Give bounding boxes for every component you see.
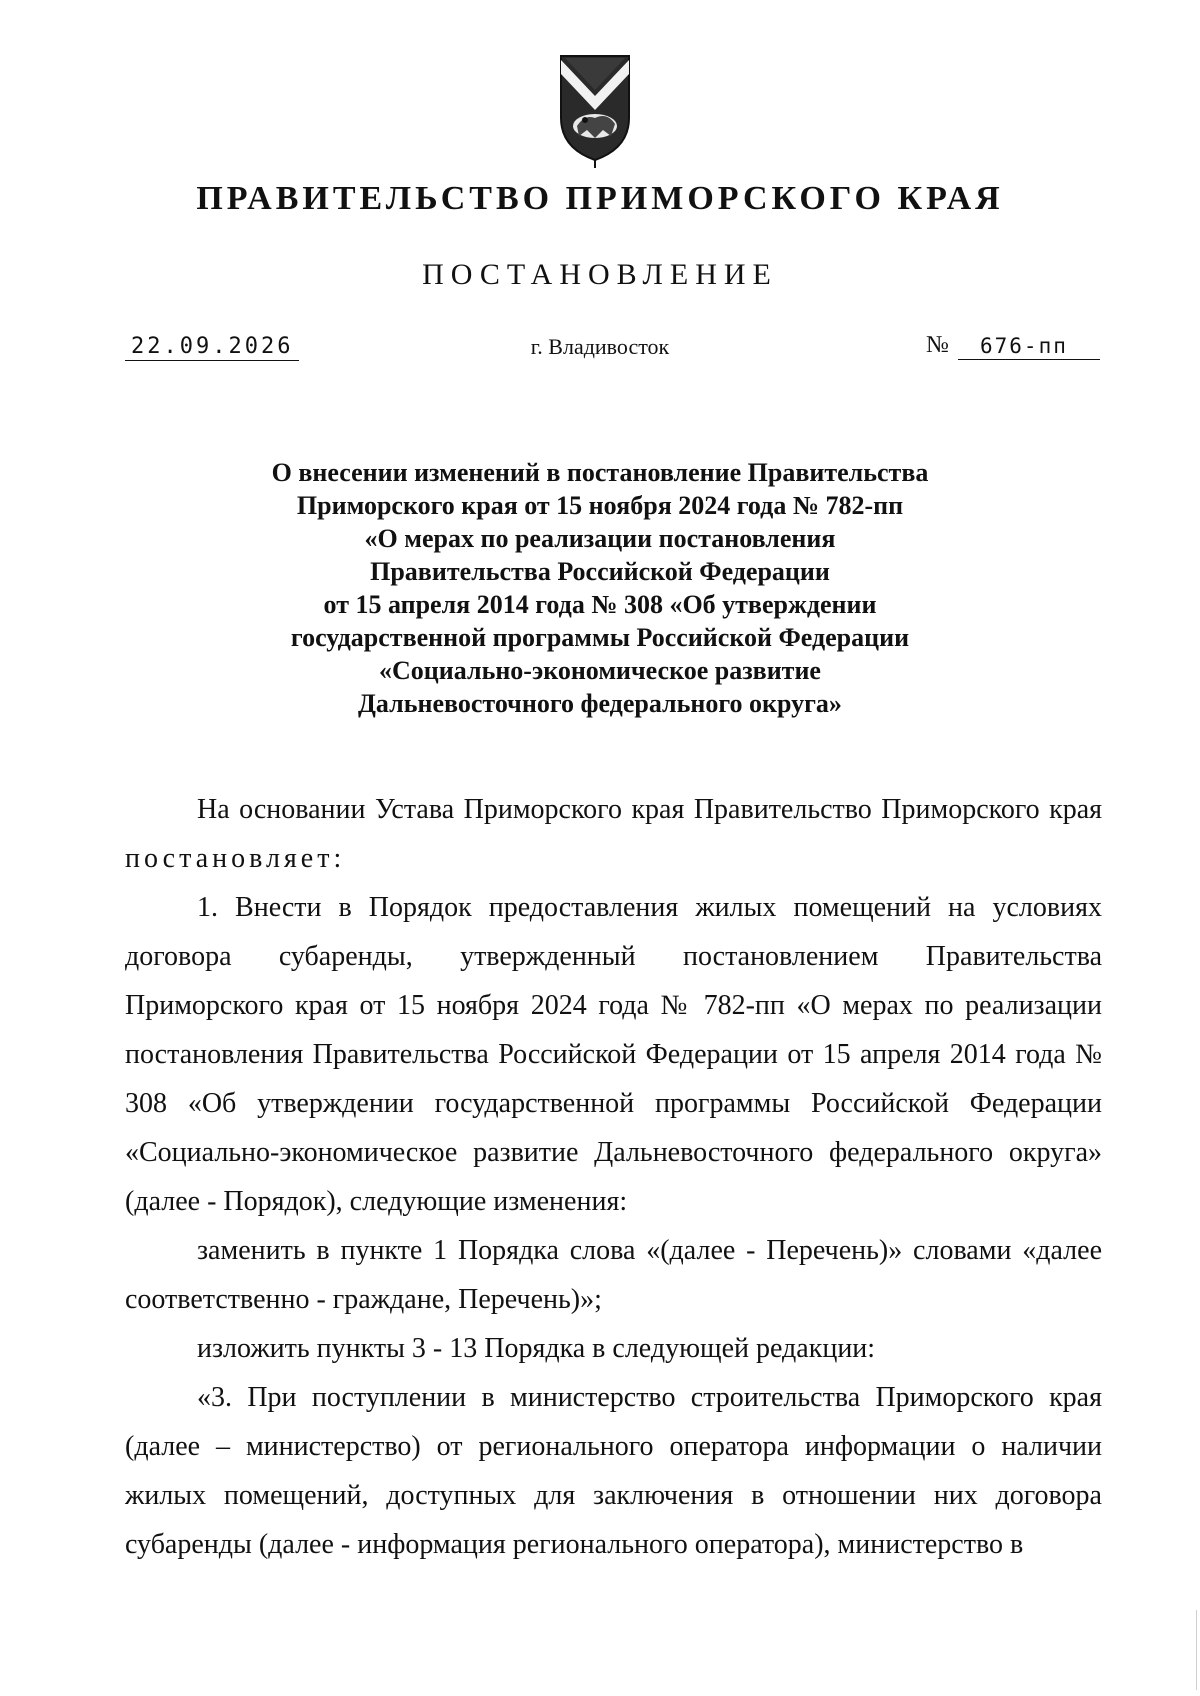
resolves-word: постановляет: bbox=[125, 843, 346, 874]
document-date: 22.09.2026 bbox=[125, 334, 299, 361]
subject-line: «О мерах по реализации постановления bbox=[364, 524, 836, 553]
scan-edge-mark bbox=[1196, 1610, 1197, 1690]
subject-line: Правительства Российской Федерации bbox=[370, 557, 830, 586]
subject-line: Приморского края от 15 ноября 2024 года № 782-пп bbox=[296, 491, 904, 520]
subject-line: государственной программы Российской Федерации bbox=[290, 623, 910, 652]
body-paragraph: заменить в пункте 1 Порядка слова «(далее - Перечень)» словами «далее соответственно - граждане, Перечень)»; bbox=[125, 1235, 1102, 1315]
preamble-text: На основании Устава Приморского края Правительство Приморского края bbox=[197, 794, 1102, 825]
document-subject bbox=[160, 456, 1040, 720]
subject-line: Дальневосточного федерального округа» bbox=[358, 689, 842, 718]
subject-line: О внесении изменений в постановление Правительства bbox=[271, 458, 929, 487]
document-city: г. Владивосток bbox=[530, 334, 670, 359]
number-label: № bbox=[926, 332, 949, 358]
document-type: ПОСТАНОВЛЕНИЕ bbox=[422, 258, 778, 291]
subject-line: «Социально-экономическое развитие bbox=[379, 656, 821, 685]
document-body bbox=[125, 785, 1102, 1569]
body-paragraph bbox=[125, 785, 1102, 883]
body-paragraph: изложить пункты 3 - 13 Порядка в следующей редакции: bbox=[197, 1333, 876, 1364]
body-paragraph: «3. При поступлении в министерство строительства Приморского края (далее – министерство) от регионального оператора информации о наличии жилых помещений, доступных для заключения в отношении них договора субаренды (далее - информация регионального оператора), министерство в bbox=[125, 1382, 1102, 1560]
coat-of-arms-icon bbox=[555, 52, 635, 170]
document-number: 676-пп bbox=[958, 334, 1100, 360]
body-paragraph: 1. Внести в Порядок предоставления жилых помещений на условиях договора субаренды, утвержденный постановлением Правительства Приморского края от 15 ноября 2024 года № 782-пп «О мерах по реализации постановления Правительства Российской Федерации от 15 апреля 2014 года № 308 «Об утверждении государственной программы Российской Федерации «Социально-экономическое развитие Дальневосточного федерального округа» (далее - Порядок), следующие изменения: bbox=[125, 892, 1102, 1217]
government-title: ПРАВИТЕЛЬСТВО ПРИМОРСКОГО КРАЯ bbox=[196, 180, 1004, 217]
subject-line: от 15 апреля 2014 года № 308 «Об утверждении bbox=[323, 590, 877, 619]
